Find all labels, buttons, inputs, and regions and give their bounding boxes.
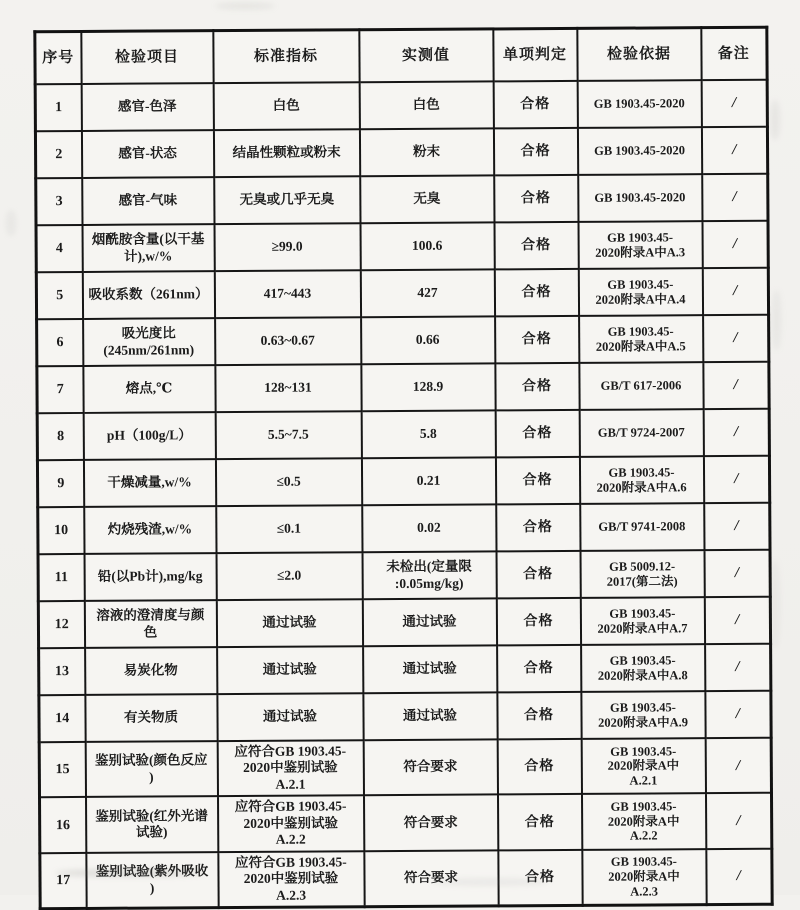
scan-smudge <box>770 100 780 140</box>
table-row <box>38 503 770 554</box>
cell-basis: GB 1903.45- 2020附录A中A.8 <box>581 644 705 692</box>
cell-basis: GB 1903.45- 2020附录A中A.4 <box>578 268 702 316</box>
cell-standard: 结晶性颗粒或粉末 <box>213 129 359 177</box>
cell-judgment: 合格 <box>497 645 581 693</box>
cell-no: 12 <box>38 601 84 648</box>
cell-judgment: 合格 <box>496 504 580 552</box>
cell-item: 吸收系数（261nm） <box>82 271 214 319</box>
cell-judgment: 合格 <box>498 850 582 906</box>
cell-no: 5 <box>36 272 82 319</box>
cell-remark: / <box>701 127 767 174</box>
cell-item: 感官-色泽 <box>81 83 213 131</box>
header-standard-index: 标准指标 <box>213 30 359 83</box>
cell-basis: GB 1903.45- 2020附录A中A.9 <box>581 691 705 739</box>
table-row <box>37 409 769 460</box>
cell-measured: 无臭 <box>360 175 494 223</box>
cell-standard: ≥99.0 <box>214 223 360 271</box>
cell-measured: 未检出(定量限 :0.05mg/kg) <box>362 551 496 599</box>
cell-standard: 应符合GB 1903.45- 2020中鉴别试验 A.2.1 <box>217 740 363 796</box>
cell-item: 鉴别试验(红外光谱 试验) <box>86 797 218 853</box>
cell-no: 3 <box>36 178 82 225</box>
cell-standard: ≤0.1 <box>216 505 362 553</box>
header-row <box>35 27 767 84</box>
cell-measured: 0.02 <box>362 504 496 552</box>
cell-judgment: 合格 <box>497 739 581 795</box>
cell-judgment: 合格 <box>496 551 580 599</box>
cell-item: 吸光度比 (245nm/261nm) <box>83 318 215 366</box>
cell-standard: 无臭或几乎无臭 <box>214 176 360 224</box>
cell-no: 9 <box>37 460 83 507</box>
cell-measured: 符合要求 <box>363 739 497 795</box>
table-row <box>39 644 771 695</box>
cell-judgment: 合格 <box>497 794 581 850</box>
cell-remark: / <box>704 550 770 597</box>
cell-item: 铅(以Pb计),mg/kg <box>84 553 216 601</box>
cell-basis: GB 1903.45- 2020附录A中A.5 <box>579 315 703 363</box>
cell-basis: GB 1903.45- 2020附录A中 A.2.1 <box>581 738 705 794</box>
table-row <box>36 221 768 272</box>
cell-item: 感官-状态 <box>81 130 213 178</box>
cell-remark: / <box>705 793 771 849</box>
cell-standard: 通过试验 <box>217 646 363 694</box>
cell-remark: / <box>703 456 769 503</box>
scan-smudge <box>215 3 275 9</box>
cell-measured: 0.21 <box>361 457 495 505</box>
cell-judgment: 合格 <box>493 81 577 129</box>
cell-measured: 0.66 <box>361 316 495 364</box>
cell-judgment: 合格 <box>493 128 577 176</box>
table-row <box>39 738 771 798</box>
cell-no: 11 <box>38 554 84 601</box>
header-test-item: 检验项目 <box>81 31 213 84</box>
cell-basis: GB 1903.45-2020 <box>577 127 701 175</box>
cell-no: 2 <box>35 131 81 178</box>
cell-no: 10 <box>38 507 84 554</box>
cell-basis: GB 5009.12- 2017(第二法) <box>580 550 704 598</box>
table-row <box>37 315 769 366</box>
inspection-results-table <box>33 26 770 910</box>
cell-standard: ≤2.0 <box>216 552 362 600</box>
cell-no: 15 <box>39 742 85 798</box>
header-serial-number: 序号 <box>35 31 81 84</box>
cell-judgment: 合格 <box>494 269 578 317</box>
table-row <box>38 550 770 601</box>
cell-measured: 128.9 <box>361 363 495 411</box>
header-measured-value: 实测值 <box>359 29 493 82</box>
cell-no: 17 <box>40 853 86 909</box>
scan-smudge <box>6 210 16 236</box>
cell-judgment: 合格 <box>495 410 579 458</box>
cell-item: 溶液的澄清度与颜 色 <box>84 600 216 648</box>
header-item-judgment: 单项判定 <box>493 28 577 81</box>
cell-judgment: 合格 <box>495 457 579 505</box>
cell-remark: / <box>703 362 769 409</box>
cell-measured: 通过试验 <box>363 692 497 740</box>
scan-smudge <box>772 290 781 350</box>
cell-judgment: 合格 <box>495 316 579 364</box>
cell-no: 13 <box>39 648 85 695</box>
cell-item: 鉴别试验(紫外吸收 ) <box>86 852 218 909</box>
cell-remark: / <box>702 174 768 221</box>
cell-basis: GB 1903.45-2020 <box>577 80 701 128</box>
cell-standard: 128~131 <box>215 364 361 412</box>
table-body <box>35 80 772 909</box>
cell-item: 干燥减量,w/% <box>83 459 215 507</box>
cell-item: 有关物质 <box>85 694 217 742</box>
cell-basis: GB 1903.45-2020 <box>578 174 702 222</box>
cell-item: 灼烧残渣,w/% <box>84 506 216 554</box>
cell-no: 16 <box>40 797 86 853</box>
cell-no: 8 <box>37 413 83 460</box>
cell-no: 4 <box>36 225 82 272</box>
cell-measured: 5.8 <box>361 410 495 458</box>
cell-basis: GB 1903.45- 2020附录A中A.6 <box>579 456 703 504</box>
cell-remark: / <box>702 268 768 315</box>
cell-judgment: 合格 <box>494 175 578 223</box>
cell-remark: / <box>704 597 770 644</box>
table-row <box>37 456 769 507</box>
table-row <box>36 268 768 319</box>
cell-remark: / <box>703 315 769 362</box>
cell-basis: GB 1903.45- 2020附录A中A.7 <box>580 597 704 645</box>
cell-remark: / <box>705 644 771 691</box>
cell-item: 烟酰胺含量(以干基 计),w/% <box>82 224 214 272</box>
cell-basis: GB/T 9741-2008 <box>580 503 704 551</box>
cell-remark: / <box>704 503 770 550</box>
cell-remark: / <box>703 409 769 456</box>
cell-item: 鉴别试验(颜色反应 ) <box>85 741 217 797</box>
table-row <box>35 127 767 178</box>
table-row <box>40 849 772 909</box>
cell-measured: 白色 <box>359 81 493 129</box>
header-test-basis: 检验依据 <box>577 28 701 81</box>
cell-no: 7 <box>37 366 83 413</box>
cell-remark: / <box>706 849 772 905</box>
cell-item: 熔点,℃ <box>83 365 215 413</box>
table-row <box>40 793 772 853</box>
cell-judgment: 合格 <box>495 363 579 411</box>
cell-basis: GB/T 617-2006 <box>579 362 703 410</box>
results-table <box>33 26 773 910</box>
cell-measured: 符合要求 <box>364 850 498 907</box>
cell-no: 1 <box>35 84 81 131</box>
cell-standard: 通过试验 <box>217 693 363 741</box>
header-remarks: 备注 <box>701 27 767 80</box>
cell-basis: GB 1903.45- 2020附录A中A.3 <box>578 221 702 269</box>
cell-judgment: 合格 <box>497 692 581 740</box>
cell-standard: 通过试验 <box>216 599 362 647</box>
cell-measured: 通过试验 <box>362 598 496 646</box>
cell-remark: / <box>702 221 768 268</box>
table-row <box>37 362 769 413</box>
cell-standard: 0.63~0.67 <box>215 317 361 365</box>
table-row <box>35 80 767 131</box>
cell-standard: 应符合GB 1903.45- 2020中鉴别试验 A.2.2 <box>218 796 364 852</box>
cell-item: 易炭化物 <box>85 647 217 695</box>
cell-remark: / <box>701 80 767 127</box>
cell-basis: GB/T 9724-2007 <box>579 409 703 457</box>
cell-standard: 白色 <box>213 82 359 130</box>
cell-judgment: 合格 <box>494 222 578 270</box>
cell-measured: 粉末 <box>359 128 493 176</box>
cell-item: 感官-气味 <box>82 177 214 225</box>
cell-no: 6 <box>37 319 83 366</box>
cell-standard: ≤0.5 <box>215 458 361 506</box>
cell-standard: 417~443 <box>214 270 360 318</box>
cell-basis: GB 1903.45- 2020附录A中 A.2.2 <box>581 794 705 850</box>
cell-standard: 应符合GB 1903.45- 2020中鉴别试验 A.2.3 <box>218 851 364 908</box>
table-row <box>39 691 771 742</box>
cell-item: pH（100g/L） <box>83 412 215 460</box>
cell-measured: 427 <box>360 269 494 317</box>
cell-remark: / <box>705 691 771 738</box>
table-row <box>38 597 770 648</box>
cell-measured: 符合要求 <box>364 795 498 851</box>
cell-no: 14 <box>39 695 85 742</box>
cell-judgment: 合格 <box>496 598 580 646</box>
cell-measured: 通过试验 <box>363 645 497 693</box>
cell-standard: 5.5~7.5 <box>215 411 361 459</box>
cell-remark: / <box>705 738 771 794</box>
cell-basis: GB 1903.45- 2020附录A中 A.2.3 <box>582 849 706 906</box>
table-row <box>36 174 768 225</box>
cell-measured: 100.6 <box>360 222 494 270</box>
